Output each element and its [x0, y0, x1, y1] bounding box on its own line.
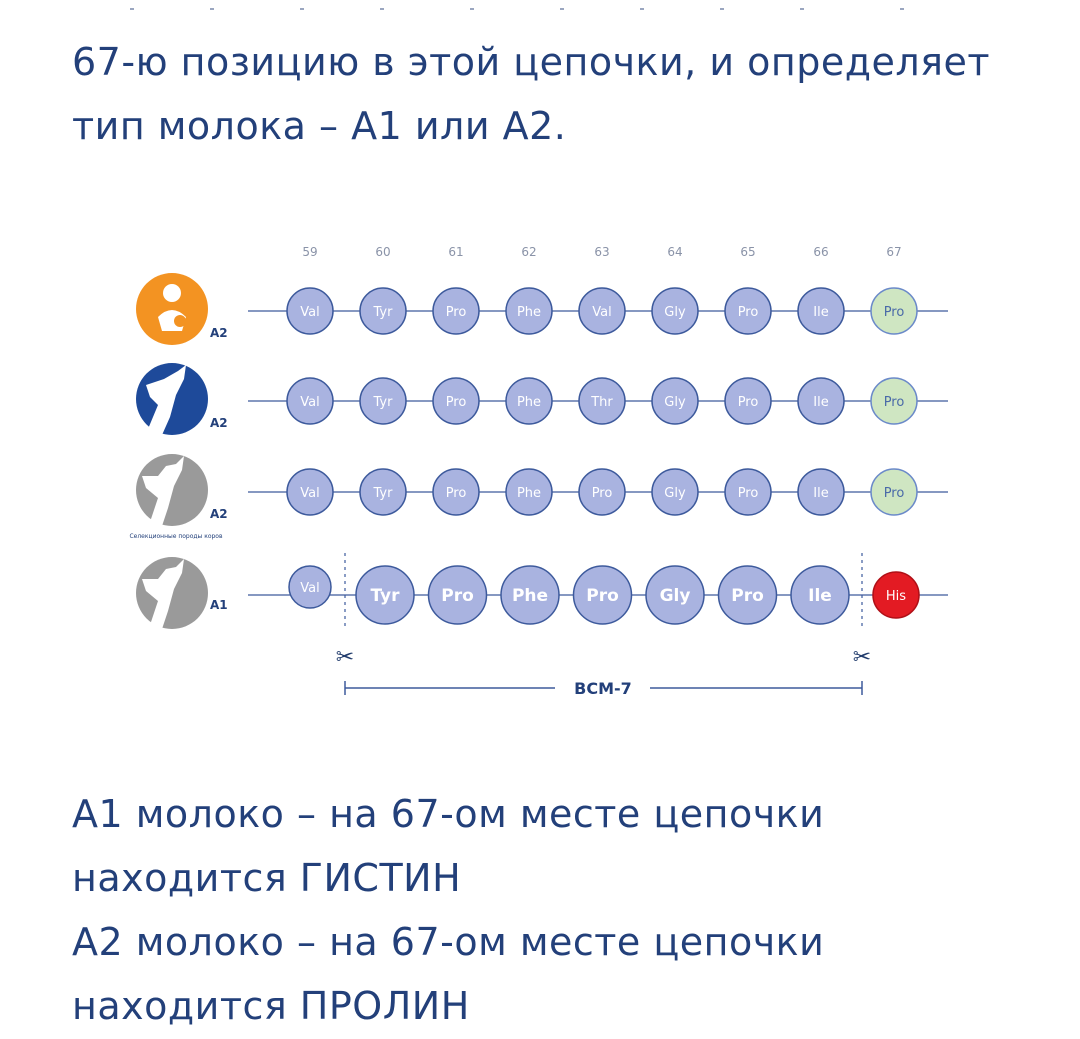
residue-label: Tyr: [373, 486, 393, 501]
bcm-7-label: BCM-7: [574, 679, 632, 698]
residue-label: Ile: [808, 586, 832, 606]
residue-label: Val: [300, 305, 320, 320]
position-number: 65: [740, 245, 756, 259]
intro-line-1: 67-ю позицию в этой цепочки, и определяет: [72, 40, 991, 84]
outro-line-2: находится ГИСТИН: [72, 856, 462, 900]
position-number: 60: [375, 245, 391, 259]
row-tag: A2: [210, 326, 228, 340]
residue-label: Pro: [883, 305, 905, 320]
residue-label: Ile: [813, 395, 829, 410]
row-tag: A2: [210, 507, 228, 521]
residue-label: Phe: [516, 486, 542, 501]
outro-line-1: А1 молоко – на 67-ом месте цепочки: [72, 792, 825, 836]
position-number: 67: [886, 245, 902, 259]
residue-label: Pro: [445, 486, 467, 501]
residue-label: Ile: [813, 305, 829, 320]
residue-label: Gly: [659, 586, 691, 606]
residue-label: Pro: [586, 586, 619, 606]
row-tag: A2: [210, 416, 228, 430]
residue-label: Pro: [445, 395, 467, 410]
residue-label: Pro: [737, 305, 759, 320]
residue-label: Phe: [516, 395, 542, 410]
row-tag: A1: [210, 598, 228, 612]
intro-line-2: тип молока – А1 или А2.: [72, 104, 567, 148]
residue-label: Val: [300, 581, 320, 596]
residue-label: Phe: [516, 305, 542, 320]
residue-label: Tyr: [373, 305, 393, 320]
outro-line-4: находится ПРОЛИН: [72, 984, 470, 1028]
residue-label: Pro: [883, 395, 905, 410]
residue-label: Phe: [511, 586, 549, 606]
residue-label: Gly: [664, 486, 686, 501]
residue-label: Gly: [664, 305, 686, 320]
human-icon-head: [163, 284, 181, 302]
human-icon-baby: [174, 315, 186, 327]
residue-label: Thr: [591, 395, 613, 410]
residue-label: Pro: [737, 486, 759, 501]
residue-label: Pro: [445, 305, 467, 320]
outro-line-3: А2 молоко – на 67-ом месте цепочки: [72, 920, 825, 964]
position-number: 62: [521, 245, 537, 259]
residue-label: His: [885, 589, 907, 604]
residue-label: Pro: [737, 395, 759, 410]
position-number: 59: [302, 245, 318, 259]
residue-label: Pro: [441, 586, 474, 606]
scissors-icon: ✂: [852, 645, 872, 670]
outro-text: [72, 782, 824, 1038]
position-number: 66: [813, 245, 829, 259]
residue-label: Val: [300, 395, 320, 410]
residue-label: Tyr: [373, 395, 393, 410]
residue-label: Gly: [664, 395, 686, 410]
residue-label: Pro: [731, 586, 764, 606]
row-caption: Селекционные породы коров: [129, 533, 223, 540]
residue-label: Ile: [813, 486, 829, 501]
scissors-icon: ✂: [335, 645, 355, 670]
position-number: 61: [448, 245, 464, 259]
residue-label: Pro: [883, 486, 905, 501]
residue-label: Val: [300, 486, 320, 501]
residue-label: Val: [592, 305, 612, 320]
residue-label: Pro: [591, 486, 613, 501]
position-number: 63: [594, 245, 610, 259]
residue-label: Tyr: [370, 586, 400, 606]
human-icon: [136, 273, 208, 345]
position-number: 64: [667, 245, 683, 259]
